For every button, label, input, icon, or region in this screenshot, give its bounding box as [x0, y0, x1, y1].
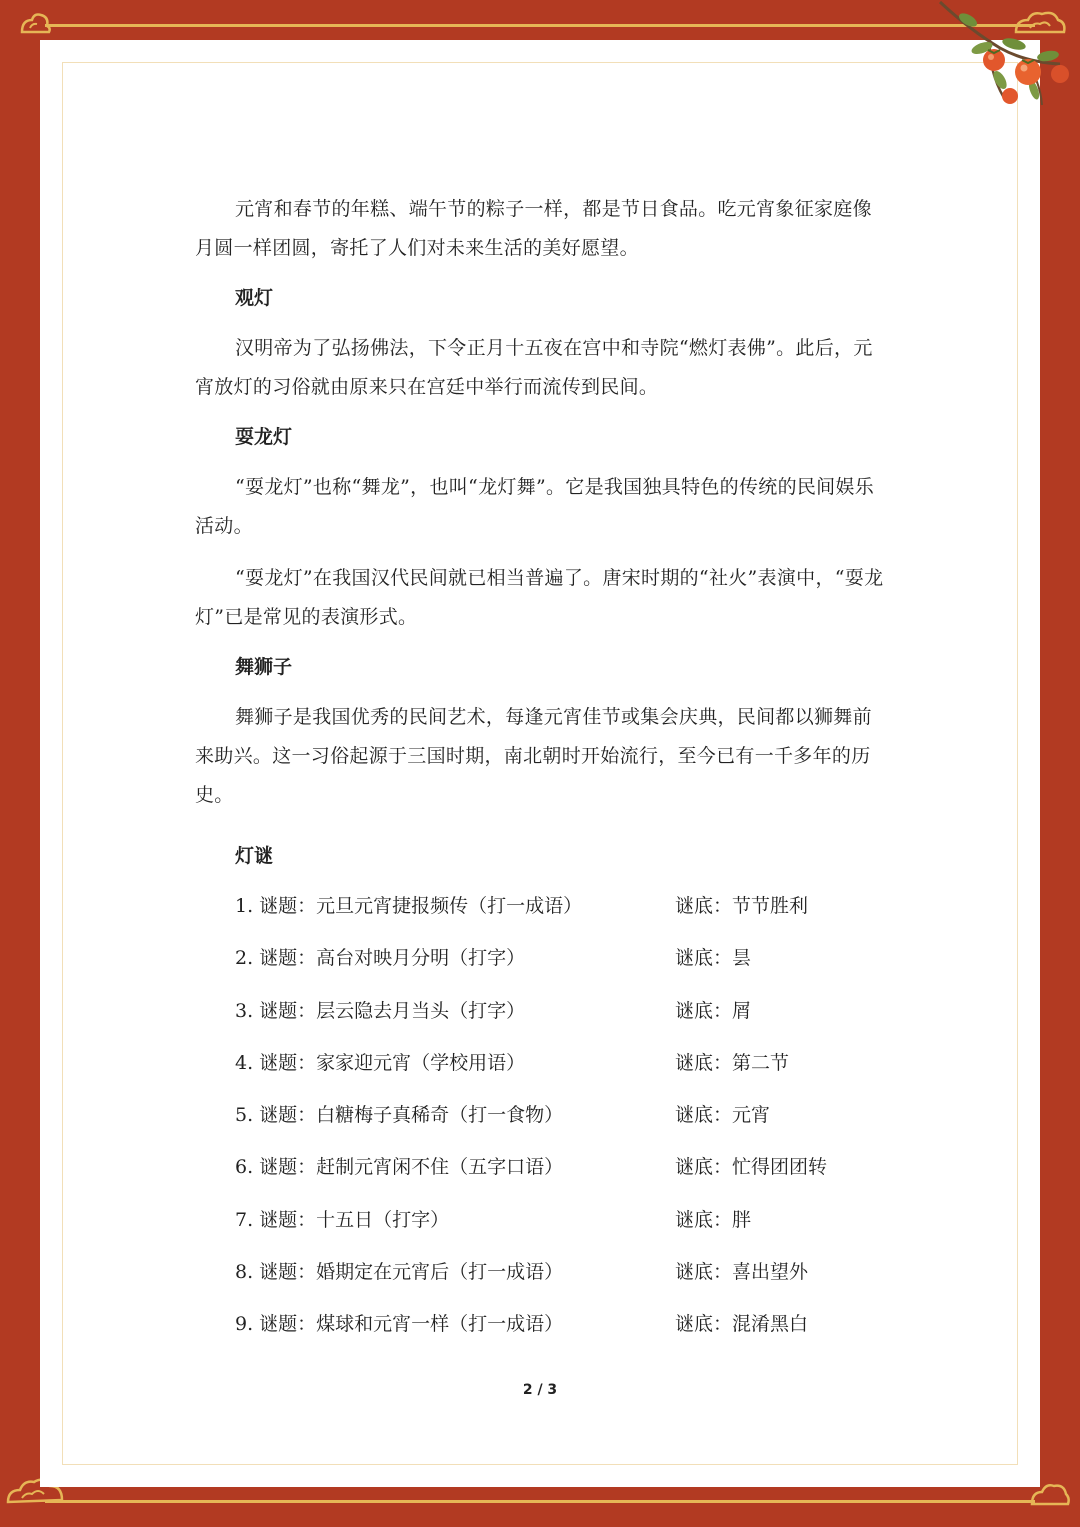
riddle-question: 7. 谜题：十五日（打字） — [235, 1208, 450, 1231]
riddle-row — [195, 1044, 887, 1096]
riddle-answer: 谜底：混淆黑白 — [675, 1313, 809, 1336]
riddle-question: 5. 谜题：白糖梅子真稀奇（打一食物） — [235, 1104, 564, 1127]
riddle-question: 6. 谜题：赶制元宵闲不住（五字口语） — [235, 1156, 564, 1179]
riddle-question: 1. 谜题：元旦元宵捷报频传（打一成语） — [235, 895, 583, 917]
riddle-row — [195, 887, 887, 939]
riddle-answer: 谜底：节节胜利 — [675, 895, 809, 917]
paragraph-guandeng: 汉明帝为了弘扬佛法，下令正月十五夜在宫中和寺院“燃灯表佛”。此后，元宵放灯的习俗就由原来只在宫廷中举行而流传到民间。 — [195, 337, 873, 398]
riddle-row — [195, 939, 887, 991]
riddle-row — [195, 1253, 887, 1305]
paragraph-shualongdeng-2: “耍龙灯”在我国汉代民间就已相当普遍了。唐宋时期的“社火”表演中，“耍龙灯”已是常见的表演形式。 — [195, 567, 884, 628]
riddle-question: 2. 谜题：高台对映月分明（打字） — [235, 947, 526, 970]
riddle-answer: 谜底：昙 — [675, 947, 752, 970]
paragraph-shualongdeng-1: “耍龙灯”也称“舞龙”，也叫“龙灯舞”。它是我国独具特色的传统的民间娱乐活动。 — [195, 476, 875, 537]
riddle-answer: 谜底：忙得团团转 — [675, 1156, 828, 1179]
paper-sheet — [40, 40, 1040, 1487]
gold-border-top — [45, 24, 1035, 27]
riddle-answer: 谜底：喜出望外 — [675, 1261, 809, 1284]
section-heading-guandeng: 观灯 — [235, 287, 274, 309]
riddle-list — [195, 887, 887, 1358]
section-heading-wushizi: 舞狮子 — [235, 656, 293, 678]
riddle-row — [195, 1096, 887, 1148]
gold-border-bottom — [45, 1500, 1035, 1503]
riddle-row — [195, 992, 887, 1044]
riddle-question: 9. 谜题：煤球和元宵一样（打一成语） — [235, 1313, 564, 1336]
document-body — [195, 190, 887, 1358]
riddle-answer: 谜底：屑 — [675, 999, 752, 1022]
riddle-answer: 谜底：胖 — [675, 1208, 752, 1231]
auspicious-cloud-icon — [18, 10, 52, 38]
riddle-row — [195, 1305, 887, 1357]
persimmon-branch-icon — [930, 0, 1080, 115]
paragraph-wushizi: 舞狮子是我国优秀的民间艺术，每逢元宵佳节或集会庆典，民间都以狮舞前来助兴。这一习俗起源于三国时期，南北朝时开始流行，至今已有一千多年的历史。 — [195, 706, 872, 806]
section-heading-dengmi: 灯谜 — [235, 845, 274, 867]
section-heading-shualongdeng: 耍龙灯 — [235, 426, 293, 448]
page-number: 2 / 3 — [522, 1382, 558, 1398]
riddle-question: 4. 谜题：家家迎元宵（学校用语） — [235, 1051, 526, 1074]
riddle-answer: 谜底：元宵 — [675, 1104, 771, 1127]
riddle-question: 8. 谜题：婚期定在元宵后（打一成语） — [235, 1261, 564, 1284]
intro-paragraph: 元宵和春节的年糕、端午节的粽子一样，都是节日食品。吃元宵象征家庭像月圆一样团圆，寄托了人们对未来生活的美好愿望。 — [195, 198, 872, 259]
riddle-row — [195, 1201, 887, 1253]
riddle-question: 3. 谜题：层云隐去月当头（打字） — [235, 999, 526, 1022]
riddle-answer: 谜底：第二节 — [675, 1051, 790, 1074]
riddle-row — [195, 1148, 887, 1200]
